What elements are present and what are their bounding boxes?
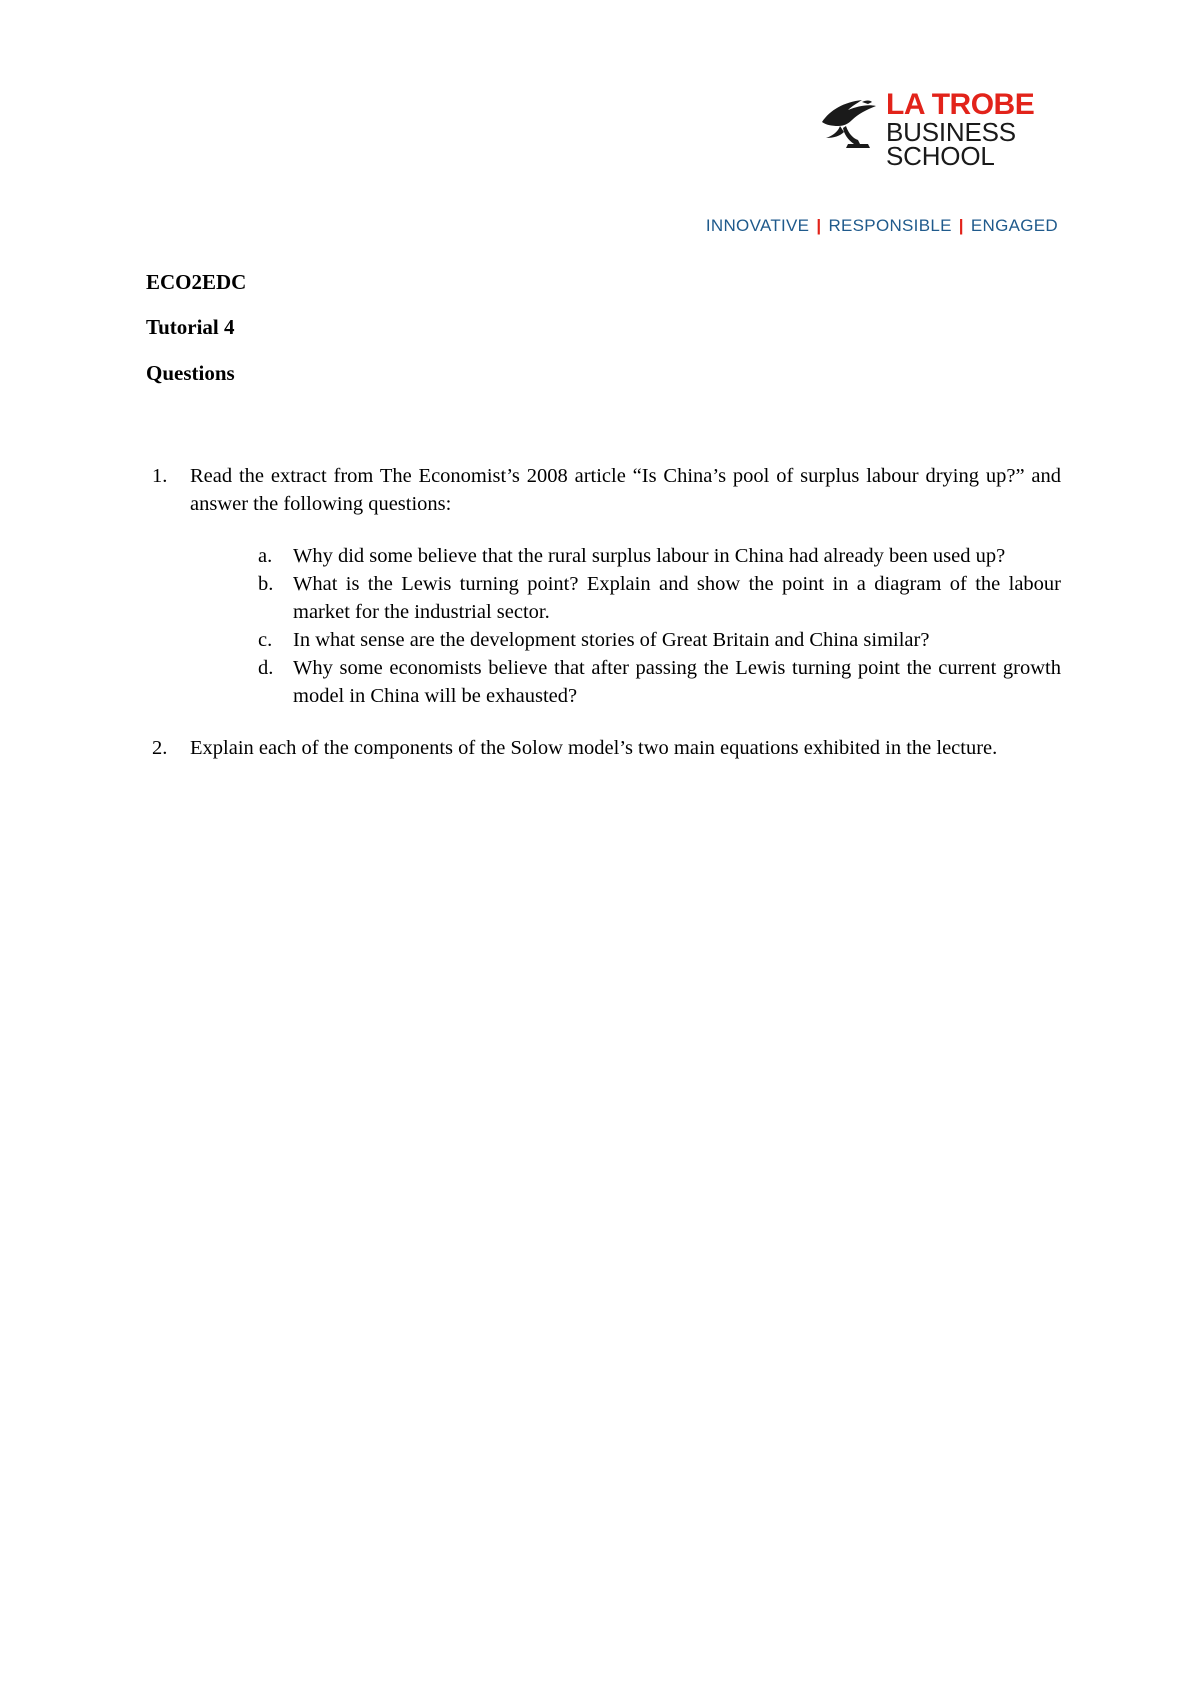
question-number: 2. — [152, 737, 168, 759]
subquestion-item — [190, 570, 1061, 626]
question-number: 1. — [152, 465, 168, 487]
logo-wordmark — [886, 88, 1035, 171]
eagle-crest-icon — [818, 92, 880, 154]
subquestion-item — [190, 542, 1061, 570]
course-code: ECO2EDC — [146, 270, 247, 294]
subquestion-letter: d. — [258, 657, 274, 679]
subquestion-item — [190, 654, 1061, 710]
question-text: Read the extract from The Economist’s 2008 article “Is China’s pool of surplus labour drying up?” and answer the following questions: — [190, 465, 1061, 515]
subquestion-letter: c. — [258, 629, 273, 651]
question-item — [146, 462, 1061, 710]
tagline — [706, 216, 1058, 236]
question-item — [146, 734, 1061, 762]
subquestion-text: Why did some believe that the rural surplus labour in China had already been used up? — [293, 545, 1006, 567]
subquestion-text: In what sense are the development stories of Great Britain and China similar? — [293, 629, 930, 651]
tagline-responsible: RESPONSIBLE — [828, 216, 952, 235]
subquestion-list — [190, 542, 1061, 710]
section-title: Questions — [146, 361, 235, 385]
la-trobe-logo — [818, 90, 1054, 176]
tagline-engaged: ENGAGED — [970, 216, 1058, 235]
logo-line-la-trobe: LA TROBE — [886, 88, 1035, 121]
subquestion-text: What is the Lewis turning point? Explain and show the point in a diagram of the labour market for the industrial sector. — [293, 573, 1061, 623]
question-list — [146, 462, 1061, 786]
tagline-innovative: INNOVATIVE — [705, 216, 810, 235]
tagline-separator: | — [816, 216, 822, 235]
subquestion-letter: a. — [258, 545, 273, 567]
tutorial-title: Tutorial 4 — [146, 315, 235, 339]
question-text: Explain each of the components of the Solow model’s two main equations exhibited in the lecture. — [190, 737, 998, 759]
logo-line-school: SCHOOL — [886, 141, 995, 171]
subquestion-item — [190, 626, 1061, 654]
tagline-separator: | — [958, 216, 964, 235]
logo-line-business: BUSINESS — [886, 117, 1016, 147]
subquestion-letter: b. — [258, 573, 274, 595]
subquestion-text: Why some economists believe that after passing the Lewis turning point the current growth model in China will be exhausted? — [293, 657, 1061, 707]
